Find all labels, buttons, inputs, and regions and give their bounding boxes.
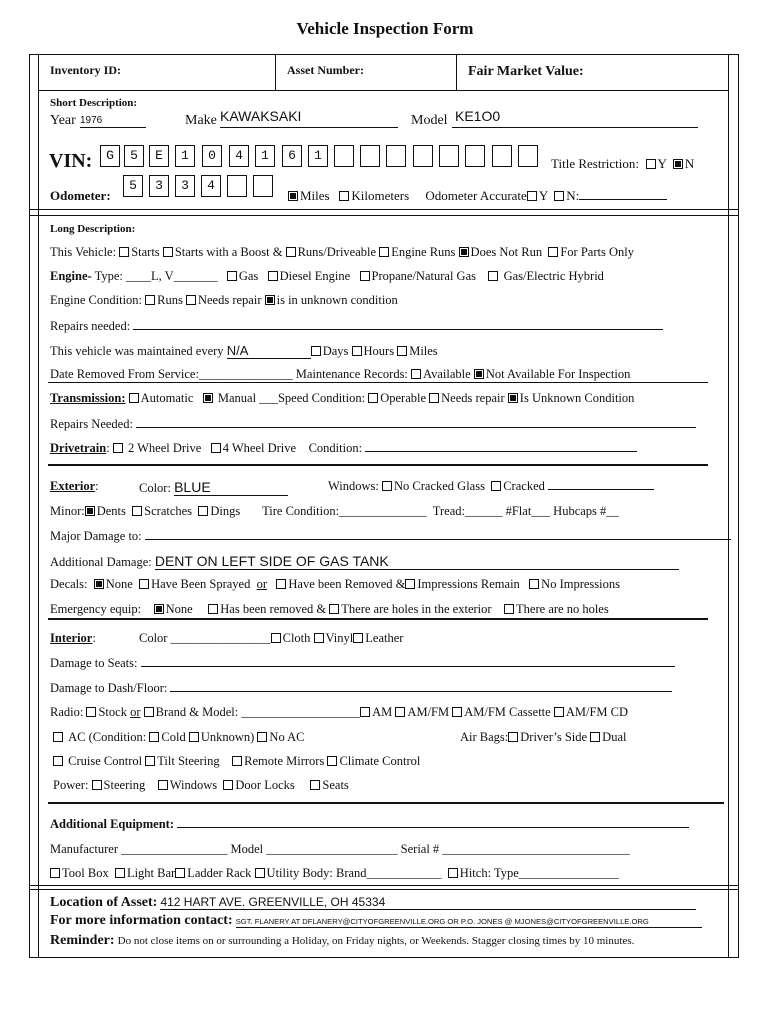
contact-field[interactable] <box>236 914 702 928</box>
am-label: AM <box>372 705 393 719</box>
hitch-label: Hitch: Type________________ <box>459 866 619 880</box>
operable-label: Operable <box>380 391 427 405</box>
driver-side-label: Driver’s Side <box>520 730 588 744</box>
vin-char[interactable] <box>492 145 512 167</box>
engine-condition-label: Engine Condition: <box>50 293 143 307</box>
additional-equipment-label: Additional Equipment: <box>50 817 174 831</box>
odometer-digit[interactable]: 3 <box>175 175 195 197</box>
lightbar-label: Light Bar <box>126 866 176 880</box>
radio-label: Radio: <box>50 705 84 719</box>
power-windows-label: Windows <box>169 778 218 792</box>
door-locks-checkbox[interactable] <box>223 780 233 790</box>
maint-miles-checkbox[interactable] <box>397 346 407 356</box>
no-holes-label: There are no holes <box>516 602 609 616</box>
frame-left-outer <box>29 54 30 958</box>
amfm-label: AM/FM <box>407 705 450 719</box>
engine-unknown-label: is in unknown condition <box>276 293 398 307</box>
contact-label: For more information contact: <box>50 913 233 928</box>
title-restriction-row <box>551 157 694 170</box>
engine-needs-repair-checkbox[interactable] <box>186 295 196 305</box>
cruise-checkbox[interactable] <box>53 756 63 766</box>
dings-label: Dings <box>210 504 241 518</box>
frame-right-outer <box>738 54 739 958</box>
cassette-checkbox[interactable] <box>452 707 462 717</box>
seats-damage-row <box>50 657 675 670</box>
exterior-color-label: Color: <box>139 481 171 495</box>
interior-label: Interior <box>50 631 93 645</box>
additional-damage-value: DENT ON LEFT SIDE OF GAS TANK <box>154 553 389 569</box>
has-removed-checkbox[interactable] <box>208 604 218 614</box>
contact-value: SGT. FLANERY AT DFLANERY@CITYOFGREENVILLE.ORG OR P.O. JONES @ MJONES@CITYOFGREENVILLE.ORG <box>235 917 649 926</box>
frame-bottom <box>29 957 739 958</box>
odometer-n-field[interactable] <box>579 199 667 200</box>
vin-char[interactable]: 5 <box>124 145 144 167</box>
dash-damage-label: Damage to Dash/Floor: <box>50 681 168 695</box>
vin-char[interactable] <box>413 145 433 167</box>
parts-only-label: For Parts Only <box>560 245 634 259</box>
major-damage-label: Major Damage to: <box>50 529 142 543</box>
odometer-y-label: Y <box>538 188 548 203</box>
engine-runs2-checkbox[interactable] <box>145 295 155 305</box>
additional-equipment-field[interactable] <box>177 827 689 828</box>
make-label: Make <box>185 113 217 128</box>
leather-label: Leather <box>365 631 404 645</box>
four-wd-label: 4 Wheel Drive <box>222 441 297 455</box>
odometer-accurate-label: Odometer Accurate <box>425 188 527 203</box>
power-row <box>53 779 349 792</box>
boost-checkbox[interactable] <box>163 247 173 257</box>
toolbox-checkbox[interactable] <box>50 868 60 878</box>
additional-damage-field[interactable] <box>155 554 679 570</box>
additional-equipment-row <box>50 818 689 831</box>
engine-label: Engine- <box>50 269 92 283</box>
trans-needs-repair-checkbox[interactable] <box>429 393 439 403</box>
odometer-label: Odometer: <box>50 188 111 203</box>
form-title: Vehicle Inspection Form <box>296 19 474 38</box>
exterior-color-value: BLUE <box>174 479 211 495</box>
odometer-accurate-y-checkbox[interactable] <box>527 191 537 201</box>
diesel-checkbox[interactable] <box>268 271 278 281</box>
vin-char[interactable]: 0 <box>202 145 222 167</box>
remote-mirrors-checkbox[interactable] <box>232 756 242 766</box>
airbags-row <box>460 731 626 744</box>
this-vehicle-row <box>50 246 634 259</box>
four-wd-checkbox[interactable] <box>211 443 221 453</box>
toolbox-label: Tool Box <box>62 866 109 880</box>
decals-row <box>50 578 620 591</box>
cracked-field[interactable] <box>548 489 654 490</box>
short-description-label: Short Description: <box>50 97 138 109</box>
engine-needs-repair-label: Needs repair <box>197 293 262 307</box>
hours-label: Hours <box>363 344 395 358</box>
no-impressions-label: No Impressions <box>541 577 620 591</box>
available-label: Available <box>423 367 471 381</box>
trans-needs-repair-label: Needs repair <box>441 391 505 405</box>
leather-checkbox[interactable] <box>353 633 363 643</box>
runs-checkbox[interactable] <box>286 247 296 257</box>
no-ac-checkbox[interactable] <box>257 732 267 742</box>
drivetrain-label: Drivetrain <box>50 441 107 455</box>
not-available-checkbox[interactable] <box>474 369 484 379</box>
dash-damage-row <box>50 682 672 695</box>
model-value: KE1O0 <box>455 108 501 124</box>
inventory-id-label: Inventory ID: <box>50 63 121 77</box>
does-not-run-checkbox[interactable] <box>459 247 469 257</box>
gas-checkbox[interactable] <box>227 271 237 281</box>
vin-char[interactable] <box>465 145 485 167</box>
make-field[interactable] <box>220 109 398 128</box>
major-damage-row <box>50 530 731 543</box>
power-windows-checkbox[interactable] <box>158 780 168 790</box>
header-divider-2 <box>456 54 457 90</box>
frame-left-inner <box>38 54 39 958</box>
trans-repairs-row <box>50 418 696 431</box>
power-steering-checkbox[interactable] <box>92 780 102 790</box>
dual-checkbox[interactable] <box>590 732 600 742</box>
no-ac-label: No AC <box>269 730 305 744</box>
cd-checkbox[interactable] <box>554 707 564 717</box>
maintained-value: N/A <box>226 343 249 358</box>
cold-label: Cold <box>161 730 186 744</box>
power-label: Power: <box>53 778 89 792</box>
no-impressions-checkbox[interactable] <box>529 579 539 589</box>
diesel-label: Diesel Engine <box>279 269 351 283</box>
engine-type-row <box>50 270 604 283</box>
manufacturer-row <box>50 843 630 856</box>
options-row <box>53 755 420 768</box>
miles-checkbox[interactable] <box>288 191 298 201</box>
utility-checkbox[interactable] <box>255 868 265 878</box>
date-removed-underline <box>48 382 708 383</box>
vinyl-label: Vinyl <box>325 631 354 645</box>
engine-type-text: Type: ____L, V_______ <box>94 269 218 283</box>
minor-row <box>50 505 619 518</box>
model-label: Model <box>411 113 448 128</box>
scratches-label: Scratches <box>144 504 193 518</box>
maintained-row <box>50 344 438 359</box>
trans-repairs-field[interactable] <box>136 427 696 428</box>
dents-checkbox[interactable] <box>85 506 95 516</box>
tilt-checkbox[interactable] <box>145 756 155 766</box>
odometer-n-label: N: <box>566 188 580 203</box>
hybrid-checkbox[interactable] <box>488 271 498 281</box>
maintained-label: This vehicle was maintained every <box>50 344 224 358</box>
brand-checkbox[interactable] <box>144 707 154 717</box>
no-cracked-checkbox[interactable] <box>382 481 392 491</box>
climate-checkbox[interactable] <box>327 756 337 766</box>
runs-label: Runs/Driveable <box>297 245 377 259</box>
exterior-row: Exterior: <box>50 479 99 493</box>
propane-label: Propane/Natural Gas <box>371 269 476 283</box>
amfm-checkbox[interactable] <box>395 707 405 717</box>
frame-top <box>29 54 739 55</box>
reminder-label: Reminder: <box>50 933 115 948</box>
climate-label: Climate Control <box>339 754 421 768</box>
interior-color-label: Color ________________ <box>139 631 271 645</box>
minor-label: Minor: <box>50 504 85 518</box>
days-label: Days <box>322 344 349 358</box>
footer-line-b <box>29 889 739 890</box>
tire-condition-label: Tire Condition:______________ <box>262 504 427 518</box>
kilometers-checkbox[interactable] <box>339 191 349 201</box>
dings-checkbox[interactable] <box>198 506 208 516</box>
vin-char[interactable]: 1 <box>308 145 328 167</box>
emergency-none-checkbox[interactable] <box>154 604 164 614</box>
engine-runs2-label: Runs <box>157 293 183 307</box>
door-locks-label: Door Locks <box>235 778 295 792</box>
reminder-text: Do not close items on or surrounding a Holiday, on Friday nights, or Weekends. Stagger closing times by 10 minutes. <box>117 935 635 947</box>
transmission-row <box>50 392 634 405</box>
odometer-digit[interactable]: 4 <box>201 175 221 197</box>
stock-label: Stock <box>98 705 127 719</box>
unknown-checkbox[interactable] <box>189 732 199 742</box>
drivetrain-condition-field[interactable] <box>365 451 637 452</box>
section-line-3 <box>48 618 708 620</box>
vin-char[interactable]: 1 <box>175 145 195 167</box>
ladder-checkbox[interactable] <box>175 868 185 878</box>
repairs-needed-field[interactable] <box>133 329 663 330</box>
header-divider-1 <box>275 54 276 90</box>
engine-runs-label: Engine Runs <box>391 245 456 259</box>
lightbar-checkbox[interactable] <box>115 868 125 878</box>
driver-side-checkbox[interactable] <box>508 732 518 742</box>
additional-damage-row <box>50 554 679 570</box>
tilt-label: Tilt Steering <box>157 754 220 768</box>
title-n-checkbox[interactable] <box>673 159 683 169</box>
brand-label: Brand & Model: ___________________ <box>155 705 361 719</box>
emergency-label: Emergency equip: <box>50 602 142 616</box>
vin-char[interactable] <box>386 145 406 167</box>
asset-number-label: Asset Number: <box>287 63 364 77</box>
odometer-digit[interactable]: 3 <box>149 175 169 197</box>
long-description-label: Long Description: <box>50 223 136 235</box>
days-checkbox[interactable] <box>311 346 321 356</box>
year-value: 1976 <box>80 115 103 126</box>
odometer-accurate-n-checkbox[interactable] <box>554 191 564 201</box>
gas-label: Gas <box>238 269 259 283</box>
equipment-options-row <box>50 867 619 880</box>
does-not-run-label: Does Not Run <box>470 245 543 259</box>
radio-row <box>50 706 628 719</box>
year-label: Year <box>50 113 76 128</box>
section-line-4 <box>48 802 724 804</box>
remote-mirrors-label: Remote Mirrors <box>244 754 325 768</box>
cracked-checkbox[interactable] <box>491 481 501 491</box>
interior-row: Interior: <box>50 631 96 645</box>
location-field[interactable] <box>160 896 696 910</box>
ladder-label: Ladder Rack <box>187 866 252 880</box>
miles-label: Miles <box>300 188 330 203</box>
starts-checkbox[interactable] <box>119 247 129 257</box>
trans-unknown-checkbox[interactable] <box>508 393 518 403</box>
no-cracked-label: No Cracked Glass <box>394 479 485 493</box>
radio-or-label: or <box>130 705 141 719</box>
dents-label: Dents <box>96 504 126 518</box>
manufacturer-text: Manufacturer _________________ Model _____________________ Serial # ______________________________ <box>50 842 630 856</box>
am-checkbox[interactable] <box>360 707 370 717</box>
available-checkbox[interactable] <box>411 369 421 379</box>
stock-checkbox[interactable] <box>86 707 96 717</box>
decals-label: Decals: <box>50 577 88 591</box>
cold-checkbox[interactable] <box>149 732 159 742</box>
removed-label: Have been Removed & <box>288 577 406 591</box>
automatic-checkbox[interactable] <box>129 393 139 403</box>
propane-checkbox[interactable] <box>360 271 370 281</box>
drivetrain-condition-label: Condition: <box>308 441 363 455</box>
additional-damage-label: Additional Damage: <box>50 555 152 569</box>
unknown-label: Unknown) <box>200 730 255 744</box>
contact-row <box>50 914 702 928</box>
tread-label: Tread:______ #Flat___ Hubcaps #__ <box>432 504 619 518</box>
hybrid-label: Gas/Electric Hybrid <box>503 269 604 283</box>
maint-records-label: Maintenance Records: <box>295 367 408 381</box>
decals-none-checkbox[interactable] <box>94 579 104 589</box>
holes-checkbox[interactable] <box>329 604 339 614</box>
vin-char[interactable] <box>518 145 538 167</box>
trans-repairs-label: Repairs Needed: <box>50 417 133 431</box>
dual-label: Dual <box>602 730 627 744</box>
cloth-label: Cloth <box>282 631 311 645</box>
year-field[interactable] <box>80 113 146 128</box>
hours-checkbox[interactable] <box>352 346 362 356</box>
vin-char[interactable] <box>334 145 354 167</box>
odometer-digit[interactable]: 5 <box>123 175 143 197</box>
exterior-color <box>139 480 288 496</box>
title-y-label: Y <box>657 156 667 171</box>
power-seats-checkbox[interactable] <box>310 780 320 790</box>
section-line-1a <box>29 209 739 210</box>
manual-checkbox[interactable] <box>203 393 213 403</box>
date-removed-label: Date Removed From Service:_______________ <box>50 367 293 381</box>
cruise-label: Cruise Control <box>68 754 143 768</box>
engine-condition-row <box>50 294 398 307</box>
emergency-none-label: None <box>165 602 193 616</box>
vin-char[interactable]: 4 <box>229 145 249 167</box>
not-available-label: Not Available For Inspection <box>485 367 631 381</box>
windows-row <box>328 480 654 493</box>
speed-condition-label: ___Speed Condition: <box>259 391 366 405</box>
footer-line-a <box>29 885 739 886</box>
kilometers-label: Kilometers <box>351 188 410 203</box>
section-line-1b <box>29 215 739 216</box>
fair-market-value-label: Fair Market Value: <box>468 64 584 79</box>
odometer-units-row <box>288 189 667 202</box>
vin-char[interactable]: 1 <box>255 145 275 167</box>
power-steering-label: Steering <box>103 778 146 792</box>
trans-unknown-label: Is Unknown Condition <box>519 391 635 405</box>
utility-label: Utility Body: Brand____________ <box>266 866 442 880</box>
parts-only-checkbox[interactable] <box>548 247 558 257</box>
hitch-checkbox[interactable] <box>448 868 458 878</box>
no-holes-checkbox[interactable] <box>504 604 514 614</box>
frame-right-inner <box>728 54 729 958</box>
windows-label: Windows: <box>328 479 379 493</box>
location-value: 412 HART AVE. GREENVILLE, OH 45334 <box>160 895 386 909</box>
ac-checkbox[interactable] <box>53 732 63 742</box>
odometer-digit[interactable] <box>227 175 247 197</box>
power-seats-label: Seats <box>322 778 349 792</box>
title-restriction-label: Title Restriction: <box>551 156 639 171</box>
engine-unknown-checkbox[interactable] <box>265 295 275 305</box>
vin-char[interactable]: G <box>100 145 120 167</box>
ac-label: AC (Condition: <box>68 730 147 744</box>
decals-or-label: or <box>256 577 268 591</box>
model-field[interactable] <box>452 109 698 128</box>
vin-char[interactable] <box>439 145 459 167</box>
section-line-2 <box>48 464 708 466</box>
vin-char[interactable]: 6 <box>282 145 302 167</box>
vinyl-checkbox[interactable] <box>314 633 324 643</box>
location-row <box>50 896 696 910</box>
removed-checkbox[interactable] <box>276 579 286 589</box>
holes-label: There are holes in the exterior <box>341 602 492 616</box>
cassette-label: AM/FM Cassette <box>464 705 551 719</box>
decals-none-label: None <box>105 577 133 591</box>
maintained-field[interactable] <box>227 344 311 359</box>
reminder-row <box>50 934 634 948</box>
cloth-checkbox[interactable] <box>271 633 281 643</box>
make-value: KAWAKSAKI <box>220 108 302 124</box>
repairs-needed-row <box>50 320 663 333</box>
odometer-digit[interactable] <box>253 175 273 197</box>
scratches-checkbox[interactable] <box>132 506 142 516</box>
automatic-label: Automatic <box>140 391 194 405</box>
cracked-label: Cracked <box>503 479 545 493</box>
exterior-label: Exterior <box>50 479 96 493</box>
sprayed-checkbox[interactable] <box>139 579 149 589</box>
seats-damage-label: Damage to Seats: <box>50 656 138 670</box>
sprayed-label: Have Been Sprayed <box>151 577 251 591</box>
this-vehicle-label: This Vehicle: <box>50 245 117 259</box>
ac-row <box>53 731 305 744</box>
cd-label: AM/FM CD <box>565 705 628 719</box>
has-removed-label: Has been removed & <box>220 602 327 616</box>
seats-damage-field[interactable] <box>141 666 675 667</box>
starts-label: Starts <box>131 245 160 259</box>
operable-checkbox[interactable] <box>368 393 378 403</box>
interior-color-row <box>139 632 403 645</box>
transmission-label: Transmission: <box>50 391 126 405</box>
airbags-label: Air Bags: <box>460 730 509 744</box>
boost-label: Starts with a Boost & <box>174 245 283 259</box>
header-bottom-line <box>38 90 728 91</box>
title-y-checkbox[interactable] <box>646 159 656 169</box>
vin-char[interactable]: E <box>149 145 169 167</box>
title-n-label: N <box>684 156 695 171</box>
repairs-needed-label: Repairs needed: <box>50 319 131 333</box>
impressions-checkbox[interactable] <box>405 579 415 589</box>
vin-label: VIN: <box>49 150 93 172</box>
engine-runs-checkbox[interactable] <box>379 247 389 257</box>
manual-label: Manual <box>217 391 257 405</box>
impressions-label: Impressions Remain <box>417 577 520 591</box>
two-wd-checkbox[interactable] <box>113 443 123 453</box>
date-removed-row <box>50 368 630 381</box>
dash-damage-field[interactable] <box>170 691 672 692</box>
maint-miles-label: Miles <box>409 344 438 358</box>
emergency-row <box>50 603 609 616</box>
exterior-color-field[interactable] <box>174 480 288 496</box>
drivetrain-row: Drivetrain: 2 Wheel Drive 4 Wheel Drive Condition: <box>50 442 637 455</box>
vin-char[interactable] <box>360 145 380 167</box>
two-wd-label: 2 Wheel Drive <box>127 441 202 455</box>
major-damage-field[interactable] <box>145 539 731 540</box>
location-label: Location of Asset: <box>50 895 158 910</box>
